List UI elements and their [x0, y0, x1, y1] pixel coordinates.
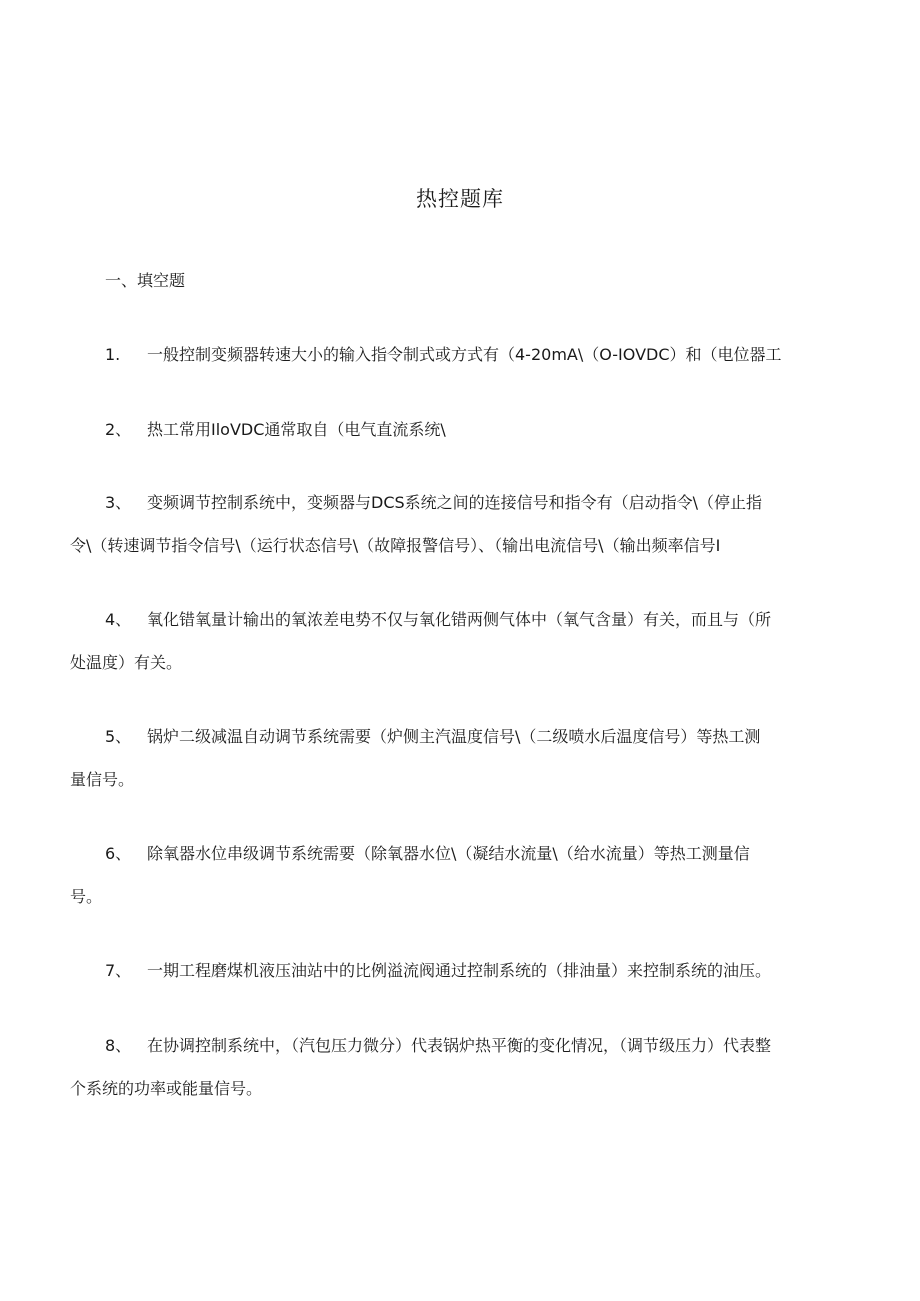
question-line-continued: 令\（转速调节指令信号\（运行状态信号\（故障报警信号）、（输出电流信号\（输出频率信号I [70, 536, 721, 555]
question-5 [70, 715, 840, 801]
question-text: 变频调节控制系统中，变频器与DCS系统之间的连接信号和指令有（启动指令\（停止指 [147, 493, 763, 512]
question-text: 除氧器水位串级调节系统需要（除氧器水位\（凝结水流量\（给水流量）等热工测量信 [147, 844, 750, 863]
question-line [70, 715, 840, 758]
question-3 [70, 481, 840, 567]
question-line [70, 333, 840, 376]
question-number: 5、 [105, 727, 132, 746]
question-number: 6、 [105, 844, 132, 863]
question-line [70, 949, 840, 992]
question-number: 1. [105, 345, 121, 364]
question-line-continued: 号。 [70, 887, 103, 906]
question-number: 8、 [105, 1036, 132, 1055]
question-line-continued: 处温度）有关。 [70, 653, 183, 672]
question-text: 在协调控制系统中，（汽包压力微分）代表锅炉热平衡的变化情况，（调节级压力）代表整 [147, 1036, 772, 1055]
question-line [70, 408, 840, 451]
section-heading: 一、填空题 [105, 271, 186, 290]
question-text: 热工常用IloVDC通常取自（电气直流系统\ [147, 420, 446, 439]
question-7 [70, 949, 840, 992]
question-line [70, 598, 840, 641]
question-1 [70, 333, 840, 376]
question-number: 4、 [105, 610, 132, 629]
page-title: 热控题库 [416, 187, 504, 211]
question-line [70, 481, 840, 524]
question-line [70, 1024, 840, 1067]
question-number: 2、 [105, 420, 132, 439]
question-number: 7、 [105, 961, 132, 980]
question-text: 锅炉二级减温自动调节系统需要（炉侧主汽温度信号\（二级喷水后温度信号）等热工测 [147, 727, 761, 746]
question-6 [70, 832, 840, 918]
question-2 [70, 408, 840, 451]
question-text: 氧化错氧量计输出的氧浓差电势不仅与氧化错两侧气体中（氧气含量）有关，而且与（所 [147, 610, 772, 629]
question-number: 3、 [105, 493, 132, 512]
question-line-continued: 量信号。 [70, 770, 135, 789]
question-line [70, 832, 840, 875]
question-text: 一般控制变频器转速大小的输入指令制式或方式有（4-20mA\（O-IOVDC）和（电位器工 [147, 345, 782, 364]
question-8 [70, 1024, 840, 1110]
question-text: 一期工程磨煤机液压油站中的比例溢流阀通过控制系统的（排油量）来控制系统的油压。 [147, 961, 772, 980]
question-4 [70, 598, 840, 684]
question-line-continued: 个系统的功率或能量信号。 [70, 1079, 263, 1098]
